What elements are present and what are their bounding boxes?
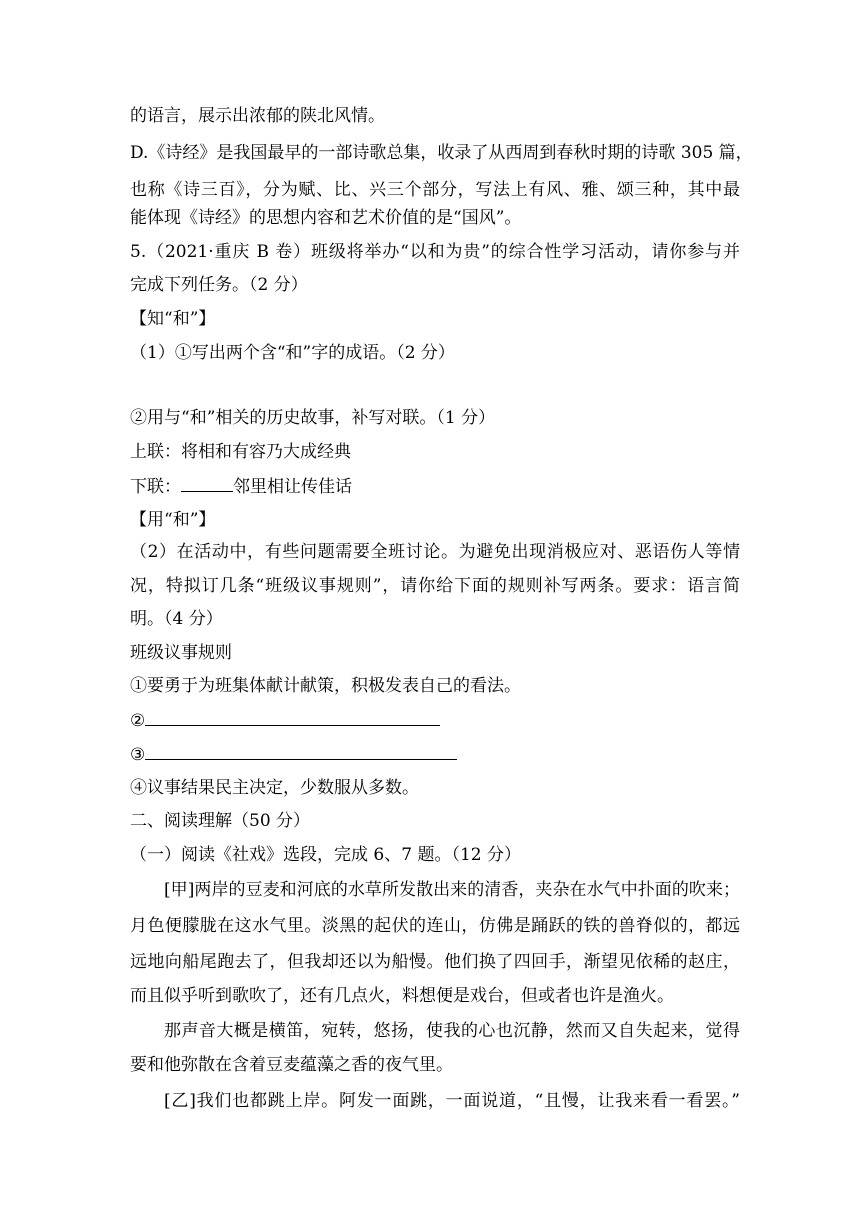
sub-question-1-2: ②用与“和”相关的历史故事，补写对联。（1 分） xyxy=(130,408,496,428)
passage-line: 那声音大概是横笛，宛转，悠扬，使我的心也沉静，然而又自失起来，觉得 xyxy=(164,1021,740,1041)
couplet-lower-label: 下联： xyxy=(130,477,181,497)
text-line: 明。（4 分） xyxy=(130,609,223,629)
couplet-lower-text: 邻里相让传佳话 xyxy=(233,477,352,497)
couplet-upper: 上联：将相和有容乃大成经典 xyxy=(130,442,351,462)
rules-title: 班级议事规则 xyxy=(130,643,232,663)
text-line: 况，特拟订几条“班级议事规则”，请你给下面的规则补写两条。要求：语言简 xyxy=(130,576,740,596)
reading-1-heading: （一）阅读《社戏》选段，完成 6、7 题。（12 分） xyxy=(130,845,521,865)
sub-question-1: （1）①写出两个含“和”字的成语。（2 分） xyxy=(130,343,455,363)
passage-line: 月色便朦胧在这水气里。淡黑的起伏的连山，仿佛是踊跃的铁的兽脊似的，都远 xyxy=(130,916,740,936)
text-line: 能体现《诗经》的思想内容和艺术价值的是“国风”。 xyxy=(130,208,522,228)
passage-line: 要和他弥散在含着豆麦蕴藻之香的夜气里。 xyxy=(130,1055,453,1075)
rule-4: ④议事结果民主决定，少数服从多数。 xyxy=(130,778,419,798)
rule-3-blank[interactable] xyxy=(145,743,457,760)
rule-2-number: ② xyxy=(130,711,146,731)
text-line: 完成下列任务。（2 分） xyxy=(130,275,308,295)
rule-3 xyxy=(130,743,740,765)
text-line: 的语言，展示出浓郁的陕北风情。 xyxy=(130,106,385,126)
rule-1: ①要勇于为班集体献计献策，积极发表自己的看法。 xyxy=(130,676,521,696)
rule-2 xyxy=(130,709,740,731)
couplet-blank[interactable] xyxy=(181,475,233,492)
couplet-lower xyxy=(130,475,740,497)
passage-line: [甲]两岸的豆麦和河底的水草所发散出来的清香，夹杂在水气中扑面的吹来； xyxy=(164,880,740,900)
rule-2-blank[interactable] xyxy=(145,709,440,726)
text-line: 也称《诗三百》，分为赋、比、兴三个部分，写法上有风、雅、颂三种，其中最 xyxy=(130,180,740,200)
part-2-heading: 二、阅读理解（50 分） xyxy=(130,811,311,831)
option-d-line: D.《诗经》是我国最早的一部诗歌总集，收录了从西周到春秋时期的诗歌 305 篇， xyxy=(130,143,753,163)
passage-line: 而且似乎听到歌吹了，还有几点火，料想便是戏台，但或者也许是渔火。 xyxy=(130,986,674,1006)
passage-line: 远地向船尾跑去了，但我却还以为船慢。他们换了四回手，渐望见依稀的赵庄， xyxy=(130,952,740,972)
passage-line: [乙]我们也都跳上岸。阿发一面跳，一面说道，“且慢，让我来看一看罢。” xyxy=(164,1091,740,1111)
sub-question-2: （2）在活动中，有些问题需要全班讨论。为避免出现消极应对、恶语伤人等情 xyxy=(130,542,740,562)
question-5-line: 5.（2021·重庆 B 卷）班级将举办“以和为贵”的综合性学习活动，请你参与并 xyxy=(130,242,740,262)
section-heading-yong-he: 【用“和”】 xyxy=(130,510,216,530)
section-heading-zhi-he: 【知“和”】 xyxy=(130,309,216,329)
rule-3-number: ③ xyxy=(130,745,146,765)
